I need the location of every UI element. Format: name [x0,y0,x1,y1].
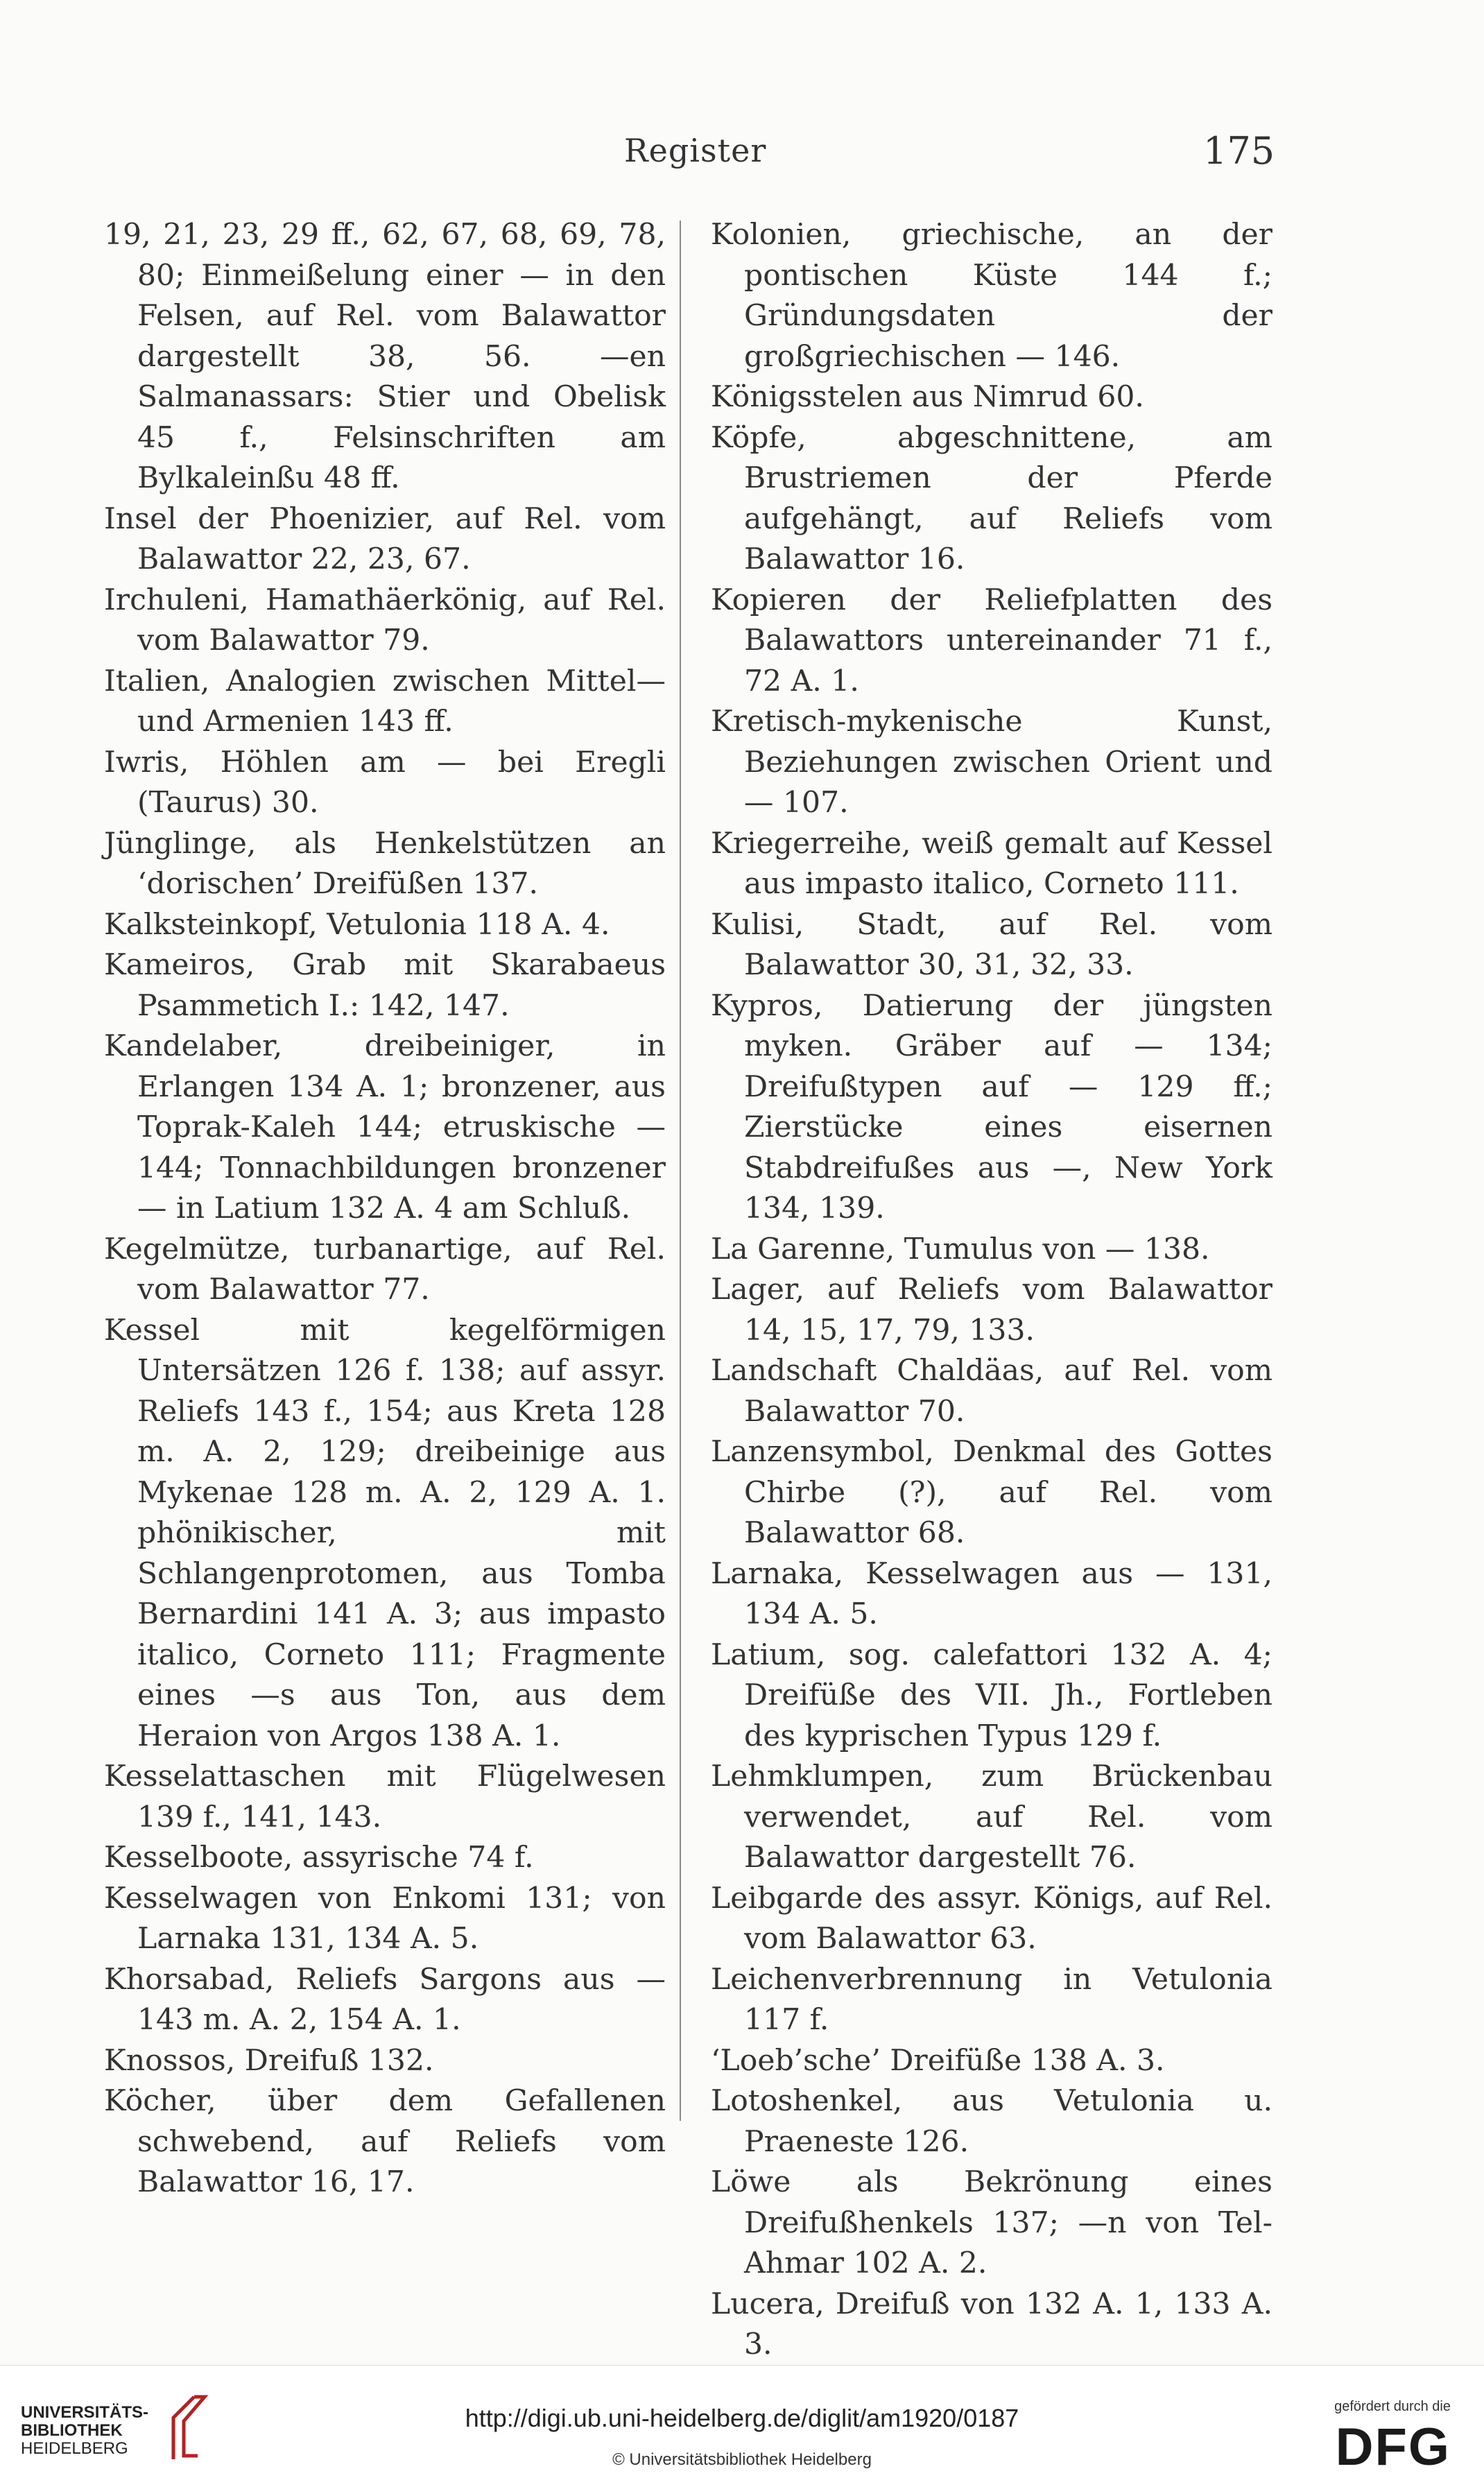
index-entry: Kretisch-mykenische Kunst, Beziehungen zwischen Orient und — 107. [711,705,1272,820]
index-entry: Köpfe, abgeschnittene, am Brustriemen der Pferde aufgehängt, auf Reliefs vom Balawattor 16. [711,420,1272,576]
index-entry: Latium, sog. calefattori 132 A. 4; Dreifüße des VII. Jh., Fortleben des kyprischen Typus 129 f. [711,1637,1272,1753]
permalink[interactable] [0,2404,1484,2433]
index-entry: Lucera, Dreifuß von 132 A. 1, 133 A. 3. [711,2287,1272,2361]
index-entry: Kameiros, Grab mit Skarabaeus Psammetich I.: 142, 147. [104,948,666,1023]
index-entry: Kessel mit kegelförmigen Untersätzen 126 f. 138; auf assyr. Reliefs 143 f., 154; aus Kreta 128 m. A. 2, 129; dreibeinige aus Mykenae 128 m. A. 2, 129 A. 1. phönikischer, mit Schlangenprotomen, aus Tomba Bernardini 141 A. 3; aus impasto italico, Corneto 111; Fragmente eines —s aus Ton, aus dem Heraion von Argos 138 A. 1. [104,1313,666,1753]
copyright-notice: © Universitätsbibliothek Heidelberg [612,2450,872,2469]
footer-bar [0,2365,1484,2487]
index-entry: Jünglinge, als Henkelstützen an ‘dorischen’ Dreifüßen 137. [104,826,666,901]
index-entry: Kandelaber, dreibeiniger, in Erlangen 134 A. 1; bronzener, aus Toprak-Kaleh 144; etruskische — 144; Tonnachbildungen bronzener — in Latium 132 A. 4 am Schluß. [104,1029,666,1225]
library-line: BIBLIOTHEK [21,2421,123,2440]
index-entry: Leibgarde des assyr. Königs, auf Rel. vom Balawattor 63. [711,1881,1272,1956]
index-entry: Lotoshenkel, aus Vetulonia u. Praeneste 126. [711,2084,1272,2159]
index-entry: Landschaft Chaldäas, auf Rel. vom Balawattor 70. [711,1354,1272,1429]
index-entry: Köcher, über dem Gefallenen schwebend, auf Reliefs vom Balawattor 16, 17. [104,2084,666,2199]
permalink-link[interactable]: http://digi.ub.uni-heidelberg.de/diglit/am1920/0187 [465,2404,1019,2432]
index-entry: Khorsabad, Reliefs Sargons aus — 143 m. A. 2, 154 A. 1. [104,1962,666,2037]
index-entry: Löwe als Bekrönung eines Dreifußhenkels 137; —n von Tel-Ahmar 102 A. 2. [711,2165,1272,2280]
library-line: UNIVERSITÄTS- [21,2403,149,2422]
index-entry: ‘Loeb’sche’ Dreifüße 138 A. 3. [711,2043,1165,2078]
column-divider [680,221,681,2121]
page-header [0,129,1484,187]
index-entry: Kegelmütze, turbanartige, auf Rel. vom Balawattor 77. [104,1232,666,1307]
funded-by-label: gefördert durch die [1334,2399,1451,2414]
library-line: HEIDELBERG [21,2439,128,2458]
index-entry: La Garenne, Tumulus von — 138. [711,1232,1210,1266]
index-entry: Kriegerreihe, weiß gemalt auf Kessel aus impasto italico, Corneto 111. [711,826,1272,901]
index-entry: Kesselwagen von Enkomi 131; von Larnaka 131, 134 A. 5. [104,1881,666,1956]
index-entry: Kolonien, griechische, an der pontischen Küste 144 f.; Gründungsdaten der großgriechischen — 146. [711,218,1272,374]
index-entry: Italien, Analogien zwischen Mittel— und Armenien 143 ff. [104,664,666,739]
index-entry: Kalksteinkopf, Vetulonia 118 A. 4. [104,907,610,942]
index-entry: Kulisi, Stadt, auf Rel. vom Balawattor 30, 31, 32, 33. [711,907,1272,982]
index-entry: 19, 21, 23, 29 ff., 62, 67, 68, 69, 78, 80; Einmeißelung einer — in den Felsen, auf Rel. vom Balawattor dargestellt 38, 56. —en Salmanassars: Stier und Obelisk 45 f., Felsinschriften am Bylkaleinßu 48 ff. [104,218,666,495]
index-entry: Kypros, Datierung der jüngsten myken. Gräber auf — 134; Dreifußtypen auf — 129 ff.; Zierstücke eines eisernen Stabdreifußes aus —, New York 134, 139. [711,988,1272,1225]
index-entry: Knossos, Dreifuß 132. [104,2043,434,2078]
index-entry: Iwris, Höhlen am — bei Eregli (Taurus) 30. [104,745,666,820]
index-entry: Lager, auf Reliefs vom Balawattor 14, 15, 17, 79, 133. [711,1273,1272,1348]
index-entry: Irchuleni, Hamathäerkönig, auf Rel. vom Balawattor 79. [104,583,666,657]
index-entry: Königsstelen aus Nimrud 60. [711,380,1144,414]
dfg-logo: DFG [1335,2418,1451,2477]
index-entry: Larnaka, Kesselwagen aus — 131, 134 A. 5. [711,1556,1272,1631]
page-number: 175 [1203,129,1275,173]
index-entry: Kesselattaschen mit Flügelwesen 139 f., 141, 143. [104,1759,666,1834]
right-column [711,215,1272,2366]
index-entry: Leichenverbrennung in Vetulonia 117 f. [711,1962,1272,2037]
index-entry: Insel der Phoenizier, auf Rel. vom Balawattor 22, 23, 67. [104,501,666,576]
index-entry: Lehmklumpen, zum Brückenbau verwendet, auf Rel. vom Balawattor dargestellt 76. [711,1759,1272,1875]
index-entry: Lanzensymbol, Denkmal des Gottes Chirbe (?), auf Rel. vom Balawattor 68. [711,1435,1272,1550]
index-entry: Kopieren der Reliefplatten des Balawattors untereinander 71 f., 72 A. 1. [711,583,1272,698]
index-entry: Kesselboote, assyrische 74 f. [104,1841,534,1875]
running-title: Register [624,132,767,169]
left-column [104,215,666,2203]
